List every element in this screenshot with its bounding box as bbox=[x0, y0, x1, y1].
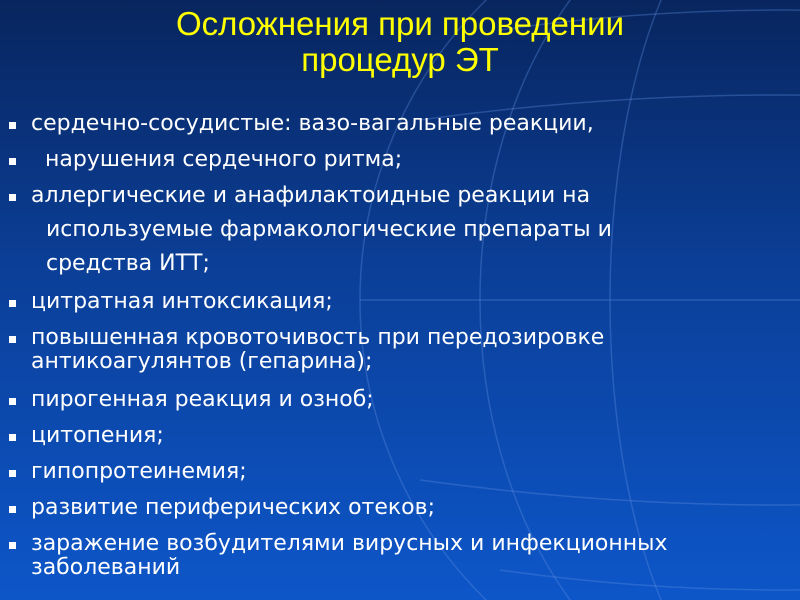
slide-title bbox=[0, 6, 800, 78]
list-item-text-continued: используемые фармакологические препараты и bbox=[46, 217, 612, 242]
list-item-text-continued: заболеваний bbox=[31, 555, 181, 580]
list-item-text: развитие периферических отеков; bbox=[31, 495, 436, 520]
square-bullet-icon bbox=[9, 122, 16, 129]
square-bullet-icon bbox=[9, 158, 16, 165]
square-bullet-icon bbox=[9, 506, 16, 513]
list-item-text: гипопротеинемия; bbox=[31, 459, 247, 484]
square-bullet-icon bbox=[9, 542, 16, 549]
square-bullet-icon bbox=[9, 434, 16, 441]
square-bullet-icon bbox=[9, 194, 16, 201]
list-item-text: повышенная кровоточивость при передозировке bbox=[31, 325, 605, 350]
list-item-text: цитопения; bbox=[31, 423, 164, 448]
title-line-1: Осложнения при проведении bbox=[175, 5, 624, 42]
square-bullet-icon bbox=[9, 470, 16, 477]
list-item-text-continued: антикоагулянтов (гепарина); bbox=[31, 349, 373, 374]
list-item-text: сердечно-сосудистые: вазо-вагальные реакции, bbox=[31, 111, 594, 136]
list-item-text: нарушения сердечного ритма; bbox=[31, 147, 403, 172]
list-item-text: заражение возбудителями вирусных и инфекционных bbox=[31, 531, 668, 556]
title-line-2: процедур ЭТ bbox=[301, 41, 499, 78]
list-item-text-continued: средства ИТТ; bbox=[46, 251, 210, 276]
list-item-text: аллергические и анафилактоидные реакции на bbox=[31, 183, 591, 208]
square-bullet-icon bbox=[9, 336, 16, 343]
list-item-text: пирогенная реакция и озноб; bbox=[31, 387, 374, 412]
square-bullet-icon bbox=[9, 398, 16, 405]
list-item-text: цитратная интоксикация; bbox=[31, 289, 333, 314]
square-bullet-icon bbox=[9, 300, 16, 307]
